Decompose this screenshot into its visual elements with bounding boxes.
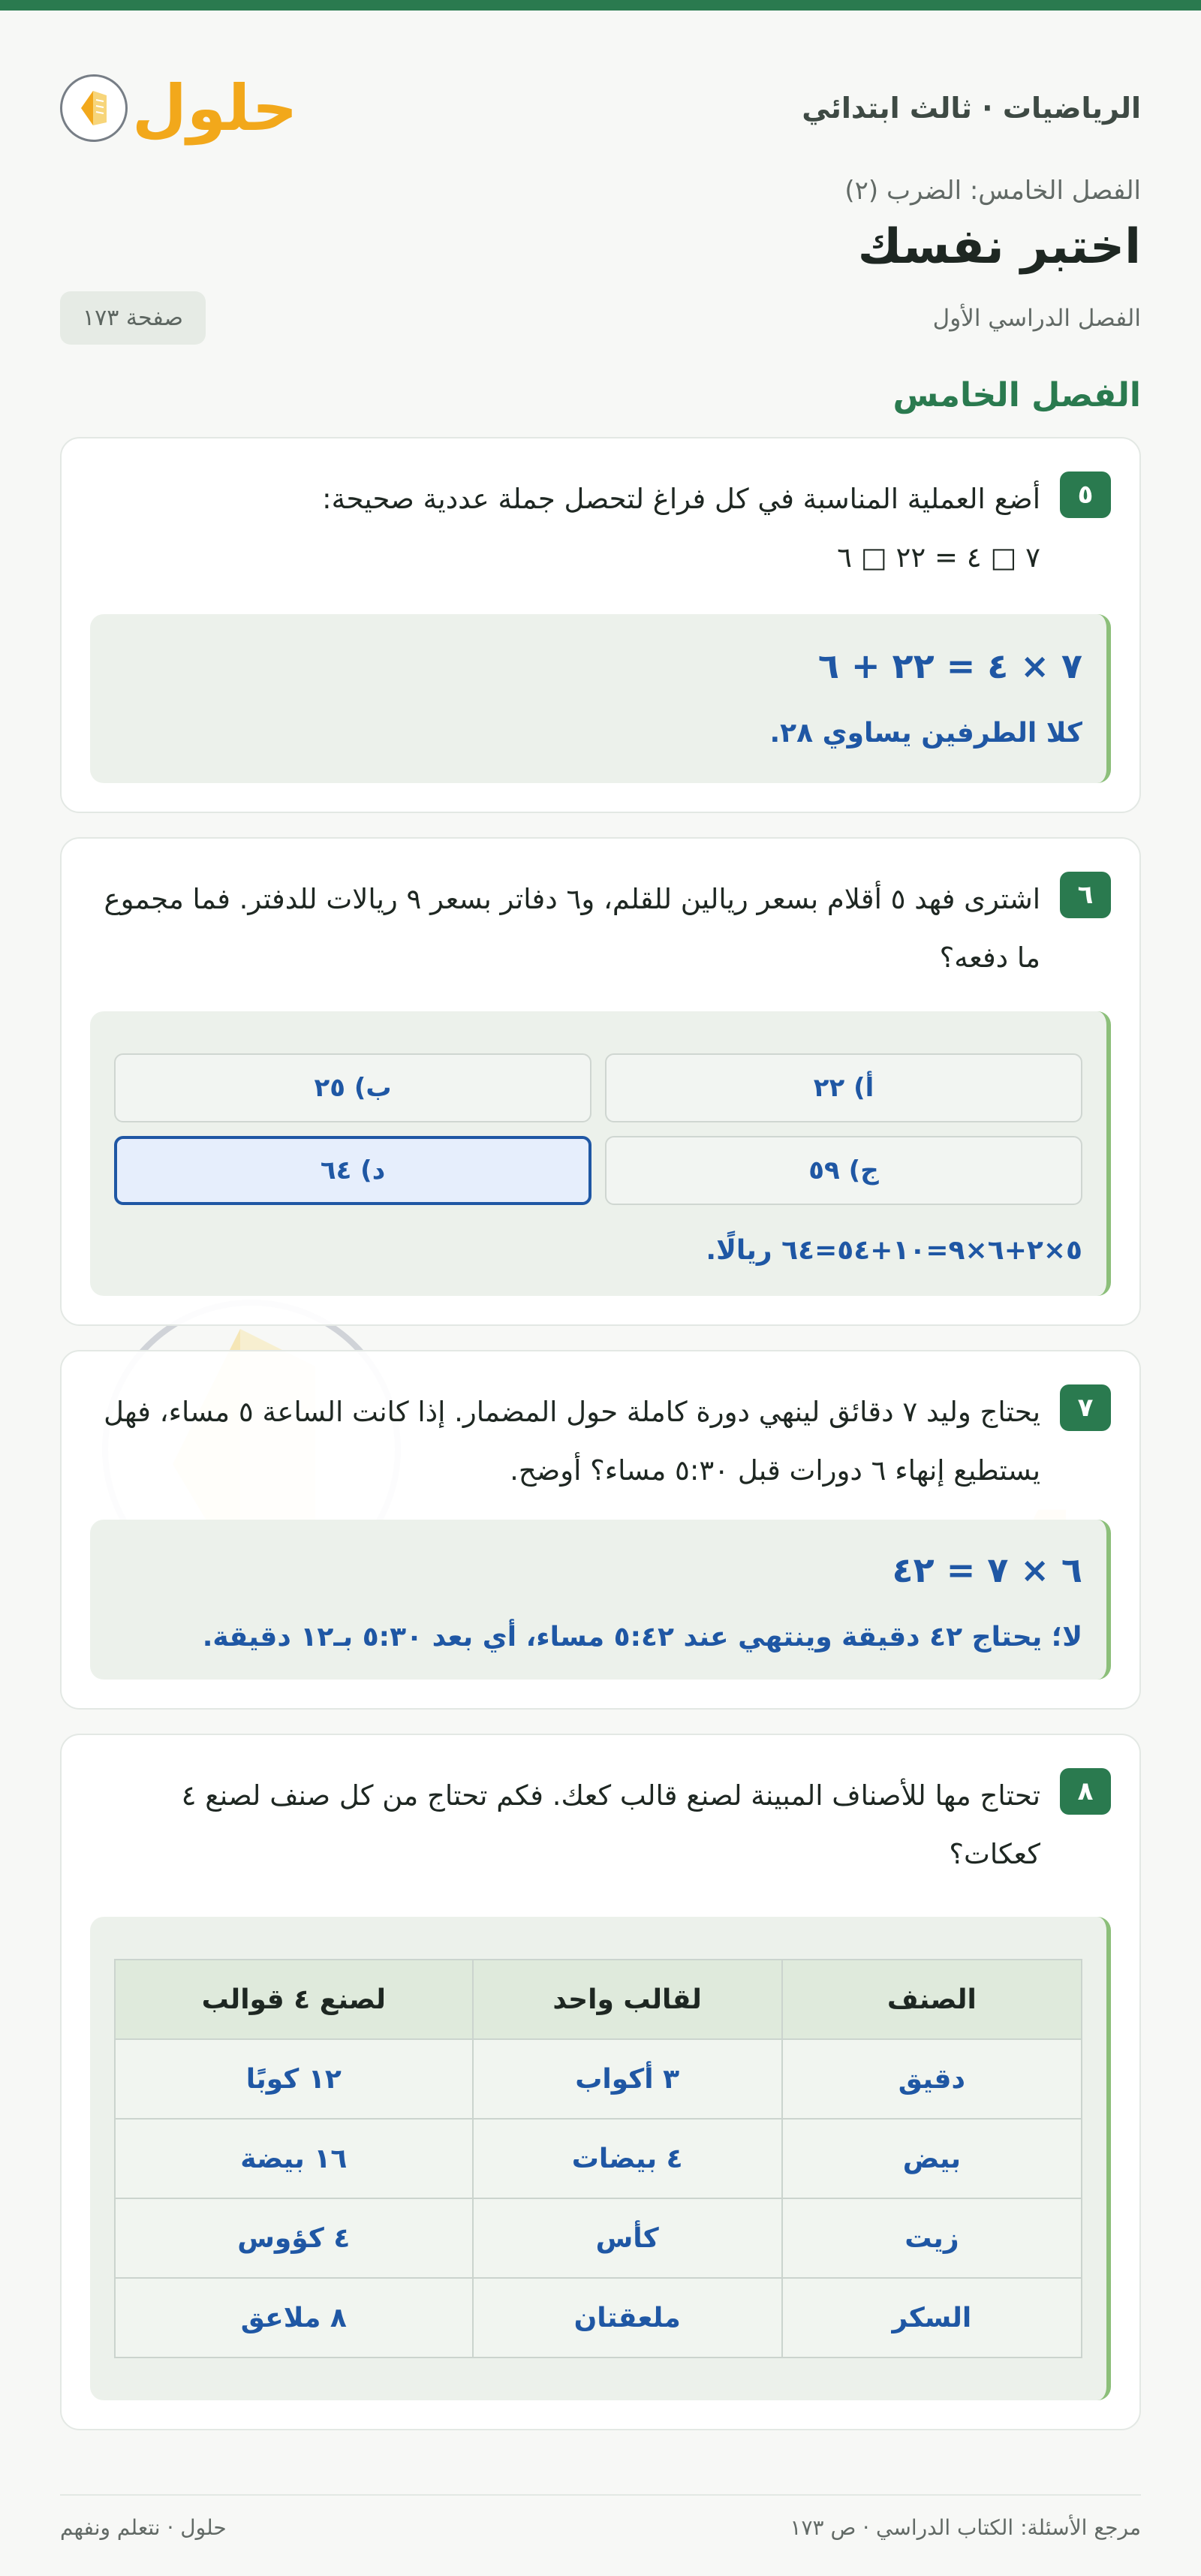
answer-note: لا؛ يحتاج ٤٢ دقيقة وينتهي عند ٥:٤٢ مساء، أي بعد ٥:٣٠ بـ١٢ دقيقة. [202, 1622, 1082, 1653]
table-cell: ١٢ كوبًا [115, 2039, 473, 2119]
table-cell: ملعقتان [473, 2278, 782, 2358]
section-heading: الفصل الخامس [892, 376, 1141, 414]
site-logo[interactable] [60, 71, 298, 145]
logo-text: حلول [132, 71, 298, 145]
table-cell: ٨ ملاعق [115, 2278, 473, 2358]
answer-note: ٥×٢+٦×٩=١٠+٥٤=٦٤ ريالًا. [706, 1235, 1082, 1266]
semester-label: الفصل الدراسي الأول [932, 304, 1141, 332]
table-cell: دقيق [782, 2039, 1082, 2119]
table-header-cell: لقالب واحد [473, 1960, 782, 2039]
page-badge: صفحة ١٧٣ [60, 291, 206, 345]
top-accent-bar [0, 0, 1201, 11]
table-cell: ٤ بيضات [473, 2119, 782, 2198]
answer-equation: ٦ × ٧ = ٤٢ [892, 1550, 1082, 1590]
answer-box [90, 614, 1111, 783]
table-row [115, 2119, 1082, 2198]
table-cell: زيت [782, 2198, 1082, 2278]
prompt-equation: ٧ □ ٤ = ٢٢ □ ٦ [837, 541, 1040, 574]
book-icon [60, 74, 128, 142]
question-card-8 [60, 1734, 1141, 2430]
table-cell: بيض [782, 2119, 1082, 2198]
page-title: اختبر نفسك [857, 219, 1141, 275]
option-c[interactable]: ج) ٥٩ [605, 1136, 1082, 1205]
chapter-label: الفصل الخامس: الضرب (٢) [844, 176, 1141, 206]
question-text: أضع العملية المناسبة في كل فراغ لتحصل جملة عددية صحيحة: [322, 483, 1040, 515]
table-row [115, 2278, 1082, 2358]
table-cell: ٤ كؤوس [115, 2198, 473, 2278]
table-cell: السكر [782, 2278, 1082, 2358]
answer-equation: ٧ × ٤ = ٢٢ + ٦ [817, 646, 1082, 686]
question-number: ٨ [1060, 1768, 1111, 1815]
question-card-5 [60, 437, 1141, 813]
table-header-cell: لصنع ٤ قوالب [115, 1960, 473, 2039]
ingredients-table [114, 1959, 1082, 2358]
option-b[interactable]: ب) ٢٥ [114, 1053, 591, 1122]
answer-note: كلا الطرفين يساوي ٢٨. [769, 718, 1082, 749]
footer-tagline: حلول · نتعلم ونفهم [60, 2515, 227, 2540]
question-number: ٥ [1060, 472, 1111, 518]
answer-box [90, 1917, 1111, 2400]
table-row [115, 2039, 1082, 2119]
table-header-cell: الصنف [782, 1960, 1082, 2039]
question-text: يحتاج وليد ٧ دقائق لينهي دورة كاملة حول المضمار. إذا كانت الساعة ٥ مساء، فهل يستطيع إنهاء ٦ دورات قبل ٥:٣٠ مساء؟ أوضح. [104, 1396, 1040, 1487]
question-card-7 [60, 1350, 1141, 1710]
answer-box [90, 1520, 1111, 1680]
options-grid [114, 1053, 1082, 1205]
option-a[interactable]: أ) ٢٢ [605, 1053, 1082, 1122]
answer-box [90, 1011, 1111, 1296]
footer-reference: مرجع الأسئلة: الكتاب الدراسي · ص ١٧٣ [790, 2515, 1141, 2540]
question-card-6 [60, 837, 1141, 1326]
table-header-row [115, 1960, 1082, 2039]
question-text: تحتاج مها للأصناف المبينة لصنع قالب كعك. فكم تحتاج من كل صنف لصنع ٤ كعكات؟ [181, 1779, 1040, 1870]
footer [60, 2494, 1141, 2540]
meta-row [60, 291, 1141, 345]
table-cell: ١٦ بيضة [115, 2119, 473, 2198]
header [0, 11, 1201, 153]
table-cell: كأس [473, 2198, 782, 2278]
table-cell: ٣ أكواب [473, 2039, 782, 2119]
title-block [0, 153, 1201, 345]
question-number: ٧ [1060, 1384, 1111, 1431]
question-number: ٦ [1060, 872, 1111, 918]
question-text: اشترى فهد ٥ أقلام بسعر ريالين للقلم، و٦ دفاتر بسعر ٩ ريالات للدفتر. فما مجموع ما دفعه؟ [104, 883, 1040, 974]
subject-label: الرياضيات · ثالث ابتدائي [802, 92, 1141, 125]
option-d[interactable]: د) ٦٤ [114, 1136, 591, 1205]
table-row [115, 2198, 1082, 2278]
